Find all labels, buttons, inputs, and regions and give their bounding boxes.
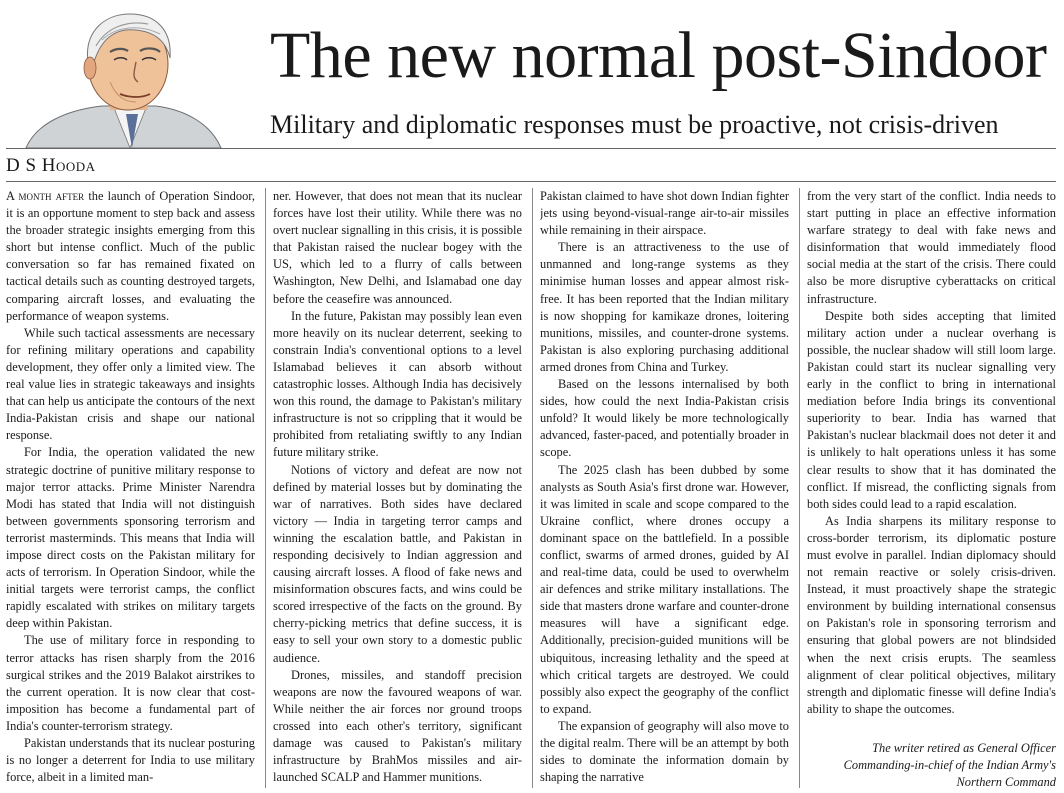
paragraph: There is an attractiveness to the use of unmanned and long-range systems as they minimise human losses and appear almost risk-free. It has been reported that the Indian military is now shopping for kamikaze drones, loitering munitions, missiles, and counter-drone systems. Pakistan is also exploring purchasing additional armed drones from China and Turkey. [540, 240, 789, 374]
paragraph: The use of military force in responding to terror attacks has risen sharply from the 2016 surgical strikes and the 2019 Balakot airstrikes to the current operation. It is now clear that cost-imposition has become a fundamental part of India's counter-terrorism strategy. [6, 633, 255, 733]
headline: The new normal post-Sindoor [270, 19, 1047, 92]
column-divider [799, 188, 800, 788]
article-column-4 [807, 188, 1056, 790]
byline-top-rule [6, 148, 1056, 149]
byline-bottom-rule [6, 181, 1056, 182]
paragraph: Pakistan understands that its nuclear posturing is no longer a deterrent for India to use military force, albeit in a limited man- [6, 736, 255, 785]
paragraph: Drones, missiles, and standoff precision weapons are now the favoured weapons of war. While neither the air forces nor ground troops crossed into each other's territory, significant damage was caused to Pakistan's military infrastructure by BrahMos missiles and air-launched SCALP and Hammer munitions. [273, 667, 522, 785]
column-divider [265, 188, 266, 788]
author-credit: The writer retired as General Officer Commanding-in-chief of the Indian Army's Northern Command [843, 740, 1056, 790]
paragraph: For India, the operation validated the new strategic doctrine of punitive military response to major terror attacks. Prime Minister Narendra Modi has stated that India will not distinguish between governments sponsoring terrorism and terrorist masterminds. This means that India will impose direct costs on the Pakistan military for acts of terrorism. In Operation Sindoor, while the initial targets were terrorist camps, the conflict rapidly escalated with strikes on military targets deep within Pakistan. [6, 445, 255, 631]
subheadline: Military and diplomatic responses must be proactive, not crisis-driven [270, 110, 999, 139]
paragraph: ner. However, that does not mean that its nuclear forces have lost their utility. While there was no overt nuclear signalling in this crisis, it is possible that Pakistan raised the nuclear bogey with the US, which led to a flurry of calls between Washington, New Delhi, and Islamabad one day before the ceasefire was announced. [273, 189, 522, 306]
lead-in: A month after [6, 189, 85, 203]
paragraph: While such tactical assessments are necessary for refining military operations and capability development, they offer only a limited view. The real value lies in strategic takeaways and insights that can help us anticipate the contours of the next India-Pakistan crisis and shape our national response. [6, 325, 255, 443]
paragraph: from the very start of the conflict. India needs to start putting in place an effective information warfare strategy to deal with fake news and disinformation that would immediately flood social media at the start of the crisis. There could also be more disruptive cyberattacks on critical infrastructure. [807, 189, 1056, 306]
article-column-1 [6, 188, 255, 790]
paragraph: The 2025 clash has been dubbed by some analysts as South Asia's first drone war. However, it was limited in scale and scope compared to the Ukraine conflict, where drones occupy a dominant space on the battlefield. In a possible conflict, swarms of armed drones, guided by AI and real-time data, could be used to overwhelm air defences and strike military installations. The side that masters drone warfare and counter-drone measures will have a significant edge. Additionally, precision-guided munitions will be ubiquitous, increasing lethality and the speed at which critical targets are destroyed. We could possibly also expect the geography of the conflict to expand. [540, 462, 789, 716]
paragraph: The expansion of geography will also move to the digital realm. There will be an attempt by both sides to dominate the information domain by shaping the narrative [540, 718, 789, 785]
article-column-3 [540, 188, 789, 790]
paragraph: Pakistan claimed to have shot down Indian fighter jets using beyond-visual-range air-to-air missiles while remaining in their airspace. [540, 189, 789, 238]
paragraph: In the future, Pakistan may possibly lean even more heavily on its nuclear deterrent, seeking to constrain India's conventional options to a level Islamabad believes it can absorb without catastrophic losses. Although India has decisively won this round, the damage to Pakistan's military infrastructure is not so crippling that it would be prohibited from retaliating swiftly to any Indian future military strike. [273, 308, 522, 460]
article-column-2 [273, 188, 522, 790]
paragraph [6, 188, 255, 325]
column-divider [532, 188, 533, 788]
paragraph: Despite both sides accepting that limited military action under a nuclear overhang is possible, the nuclear shadow will still loom large. Pakistan could start its nuclear signalling very early in the conflict to bring in international mediation before India brings its conventional superiority to bear. India has warned that Pakistan's nuclear blackmail does not deter it and is unlikely to halt operations unless it has some clear results to show that it has dominated the conflict. If misread, the conflicting signals from both sides could lead to a rapid escalation. [807, 308, 1056, 511]
author-portrait-illustration [6, 6, 246, 148]
byline: D S Hooda [6, 155, 96, 176]
paragraph: Based on the lessons internalised by both sides, how could the next India-Pakistan crisis unfold? It would likely be more technologically advanced, faster-paced, and potentially broader in scope. [540, 377, 789, 460]
paragraph-text: the launch of Operation Sindoor, it is an opportune moment to step back and assess the broader strategic insights emerging from this short but intense conflict. Much of the public conversation so far has remained fixated on tactical details such as counting destroyed targets, comparing aircraft losses, and evaluating the performance of weapon systems. [6, 189, 255, 323]
paragraph: As India sharpens its military response to cross-border terrorism, its diplomatic posture must evolve in parallel. Indian diplomacy should not remain reactive or solely crisis-driven. Instead, it must proactively shape the strategic environment by building international consensus on Pakistan's role in sponsoring terrorism and ensuring that global powers are not blindsided when the next crisis erupts. The seamless alignment of clear political objectives, military strength and diplomatic finesse will define India's ability to shape the outcomes. [807, 513, 1056, 716]
paragraph: Notions of victory and defeat are now not defined by material losses but by dominating the war of narratives. Both sides have declared victory — India in targeting terror camps and winning the escalation battle, and Pakistan in responding decisively to Indian aggression and causing aircraft losses. A flood of fake news and misinformation obscures facts, and wins could be scored irrespective of the facts on the ground. By cherry-picking metrics that define success, it is easy to sell your own story to a domestic public audience. [273, 462, 522, 665]
